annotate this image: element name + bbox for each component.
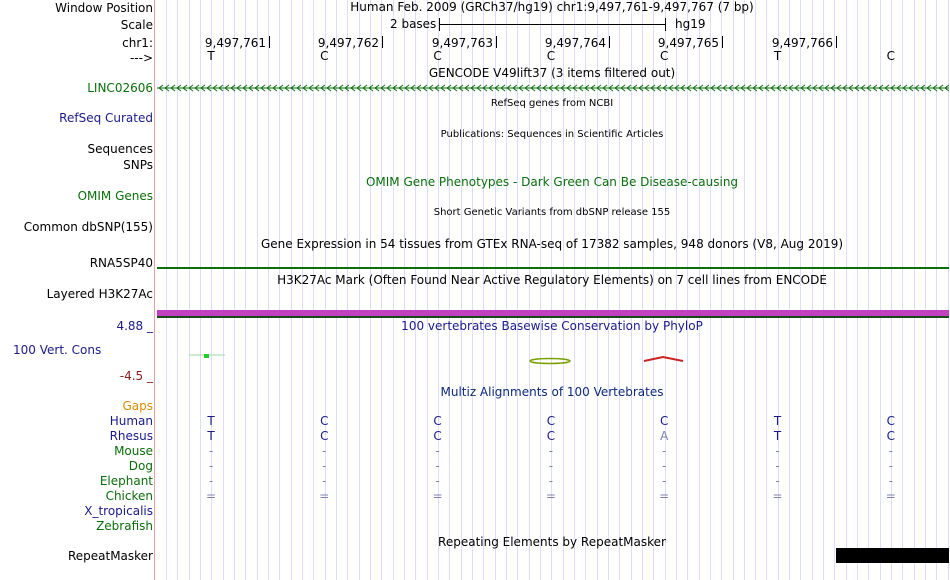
alignment-base: -	[208, 459, 214, 473]
coordinate-label: 9,497,761	[204, 36, 266, 50]
coordinate-tick	[836, 36, 837, 48]
gtex-feature-line[interactable]	[157, 267, 949, 269]
coordinate-label: 9,497,766	[771, 36, 833, 50]
alignment-base: C	[433, 414, 442, 428]
coordinate-tick	[496, 36, 497, 48]
conservation-min-label: -4.5 _	[119, 369, 153, 383]
multiz-track-title[interactable]: Multiz Alignments of 100 Vertebrates	[440, 385, 664, 399]
publications-track-label[interactable]: Sequences	[87, 142, 153, 156]
alignment-base: C	[886, 429, 895, 443]
coordinate-tick	[609, 36, 610, 48]
alignment-base: T	[207, 414, 215, 428]
coordinate-tick	[722, 36, 723, 48]
alignment-base: -	[208, 444, 214, 458]
alignment-base: -	[662, 474, 667, 488]
species-label[interactable]: Dog	[128, 459, 153, 473]
alignment-base: -	[775, 459, 780, 473]
alignment-base: -	[775, 474, 780, 488]
dbsnp-track-title[interactable]: Short Genetic Variants from dbSNP release 155	[433, 207, 671, 218]
alignment-base: T	[773, 414, 782, 428]
base-letter: C	[320, 49, 329, 63]
repeatmasker-track-title[interactable]: Repeating Elements by RepeatMasker	[438, 535, 666, 549]
omim-track-title[interactable]: OMIM Gene Phenotypes - Dark Green Can Be Disease-causing	[365, 175, 739, 189]
conservation-plot[interactable]	[157, 345, 949, 371]
gtex-track-title[interactable]: Gene Expression in 54 tissues from GTEx RNA-seq of 17382 samples, 948 donors (V8, Aug 2019)	[260, 237, 844, 251]
alignment-base: -	[208, 474, 214, 488]
alignment-base: C	[433, 429, 442, 443]
alignment-base: C	[659, 414, 669, 428]
alignment-base: -	[548, 474, 554, 488]
alignment-base: -	[435, 444, 440, 458]
repeatmasker-track-label[interactable]: RepeatMasker	[67, 549, 153, 563]
species-label[interactable]: Elephant	[99, 474, 153, 488]
scale-bar	[439, 24, 666, 25]
alignment-base: -	[322, 444, 327, 458]
publications-track-title[interactable]: Publications: Sequences in Scientific Articles	[440, 129, 664, 140]
species-label[interactable]: Rhesus	[109, 429, 153, 443]
alignment-base: -	[662, 444, 667, 458]
conservation-max-label: 4.88 _	[116, 319, 153, 333]
h3k27ac-track-title[interactable]: H3K27Ac Mark (Often Found Near Active Regulatory Elements) on 7 cell lines from ENCODE	[277, 273, 827, 287]
conservation-peak-green	[204, 354, 209, 358]
coordinate-label: 9,497,762	[317, 36, 379, 50]
alignment-base: =	[205, 489, 217, 503]
alignment-base: T	[207, 429, 215, 443]
conservation-mark-olive	[530, 359, 570, 364]
dbsnp-track-label[interactable]: Common dbSNP(155)	[23, 220, 153, 234]
alignment-base: -	[435, 459, 440, 473]
coordinate-label: 9,497,765	[657, 36, 719, 50]
scale-db: hg19	[675, 17, 706, 31]
alignment-base: =	[885, 489, 896, 503]
window-position-label: Window Position	[55, 1, 153, 15]
alignment-base: -	[775, 444, 780, 458]
alignment-base: -	[435, 474, 440, 488]
alignment-base: -	[322, 474, 327, 488]
alignment-base: -	[888, 459, 893, 473]
species-label[interactable]: Zebrafish	[96, 519, 153, 533]
sidebar-edge	[154, 0, 155, 580]
coordinate-label: 9,497,764	[544, 36, 606, 50]
gencode-track-label[interactable]: LINC02606	[87, 81, 153, 95]
gene-strand-arrows	[157, 81, 949, 95]
alignment-base: -	[548, 444, 554, 458]
alignment-base: =	[772, 489, 783, 503]
alignment-base: =	[545, 489, 556, 503]
alignment-base: =	[659, 489, 670, 503]
coordinate-tick	[382, 36, 383, 48]
alignment-base: -	[662, 459, 667, 473]
gtex-track-label[interactable]: RNA5SP40	[89, 256, 153, 270]
gaps-label: Gaps	[122, 399, 153, 413]
coordinate-tick	[269, 36, 270, 48]
alignment-base: =	[319, 489, 330, 503]
species-label[interactable]: Chicken	[105, 489, 153, 503]
repeatmasker-feature[interactable]	[836, 548, 949, 563]
coordinate-label: 9,497,763	[431, 36, 493, 50]
base-letter: C	[659, 49, 669, 63]
base-letter: C	[433, 49, 442, 63]
scale-bar-right-tick	[665, 18, 666, 31]
alignment-base: C	[546, 414, 556, 428]
conservation-track-label[interactable]: 100 Vert. Cons	[13, 343, 102, 357]
h3k27ac-track-label[interactable]: Layered H3K27Ac	[46, 287, 153, 301]
alignment-base: C	[320, 429, 329, 443]
base-letter: T	[773, 49, 782, 63]
gencode-track-title[interactable]: GENCODE V49lift37 (3 items filtered out)	[428, 66, 676, 80]
alignment-base: A	[660, 429, 669, 443]
alignment-base: -	[888, 444, 893, 458]
alignment-base: -	[548, 459, 554, 473]
strand-label: --->	[129, 51, 153, 65]
conservation-mark-red	[644, 357, 683, 361]
species-label[interactable]: X_tropicalis	[84, 504, 153, 518]
refseq-track-title[interactable]: RefSeq genes from NCBI	[490, 98, 614, 109]
alignment-base: -	[322, 459, 327, 473]
refseq-track-label[interactable]: RefSeq Curated	[59, 111, 153, 125]
h3k27ac-signal[interactable]	[157, 310, 949, 318]
gencode-gene-feature[interactable]	[157, 81, 949, 95]
alignment-base: C	[320, 414, 329, 428]
window-position-value: Human Feb. 2009 (GRCh37/hg19) chr1:9,497,761-9,497,767 (7 bp)	[350, 0, 754, 14]
snps-track-label[interactable]: SNPs	[123, 158, 153, 172]
scale-text: 2 bases	[390, 17, 437, 31]
base-letter: C	[886, 49, 895, 63]
omim-track-label[interactable]: OMIM Genes	[77, 189, 153, 203]
alignment-base: C	[546, 429, 556, 443]
alignment-base: -	[888, 474, 893, 488]
scale-label: Scale	[120, 18, 153, 32]
chrom-label: chr1:	[122, 36, 153, 50]
base-letter: T	[207, 49, 215, 63]
species-label[interactable]: Mouse	[114, 444, 153, 458]
scale-bar-left-tick	[439, 18, 440, 31]
alignment-base: =	[432, 489, 443, 503]
alignment-base: T	[773, 429, 782, 443]
base-letter: C	[546, 49, 556, 63]
species-label[interactable]: Human	[109, 414, 153, 428]
conservation-track-title[interactable]: 100 vertebrates Basewise Conservation by PhyloP	[401, 319, 703, 333]
alignment-base: C	[886, 414, 895, 428]
